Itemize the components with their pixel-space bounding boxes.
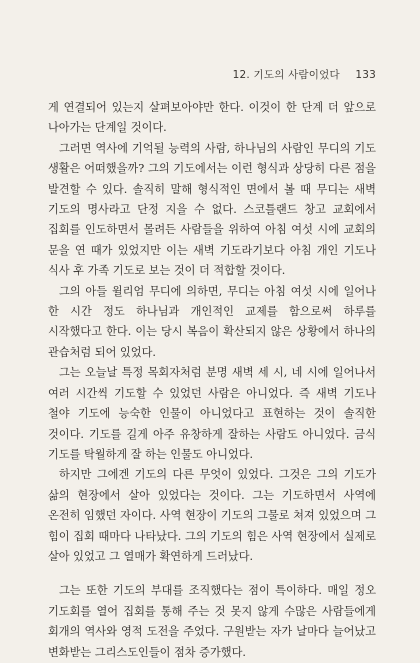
page-number: 133: [355, 69, 376, 81]
chapter-title: 12. 기도의 사람이었다: [232, 69, 340, 81]
paragraph-6: 그는 또한 기도의 부대를 조직했다는 점이 특이하다. 매일 정오 기도회를 열어 집회를 통해 주는 것 못지 않게 수많은 사람들에게 회개의 역사와 영적 도전을 주었다. 구원받는 자가 날마다 늘어났고 변화받는 그리스도인들이 점차 증가했다.: [48, 584, 376, 659]
running-head: [233, 67, 376, 82]
paragraph-4: 그는 오늘날 특정 목회자처럼 분명 새벽 세 시, 네 시에 일어나서 여러 시간씩 기도할 수 있었던 사람은 아니었다. 즉 새벽 기도나 철야 기도에 능숙한 인물이 아니었다고 표현하는 것이 솔직한 것이다. 기도를 길게 아주 유창하게 잘하는 사람도 아니었다. 금식 기도를 탁월하게 잘 하는 인물도 아니었다.: [48, 366, 376, 461]
paragraph-2: 그러면 역사에 기억될 능력의 사람, 하나님의 사람인 무디의 기도 생활은 어떠했을까? 그의 기도에서는 이런 형식과 상당히 다른 점을 발견할 수 있다. 솔직히 말해 형식적인 면에서 볼 때 무디는 새벽 기도의 명사라고 단정 지을 수 없다. 스코틀랜드 창고 교회에서 집회를 인도하면서 몰려든 사람들을 위하여 아침 여섯 시에 교회의 문을 연 때가 있었지만 이는 새벽 기도라기보다 아침 개인 기도나 식사 후 가족 기도로 보는 것이 더 적합할 것이다.: [48, 141, 376, 278]
paragraph-1: 게 연결되어 있는지 살펴보아야만 한다. 이것이 한 단계 더 앞으로 나아가는 단계일 것이다.: [48, 101, 376, 135]
paragraph-5: 하지만 그에겐 기도의 다른 무엇이 있었다. 그것은 그의 기도가 삶의 현장에서 살아 있었다는 것이다. 그는 기도하면서 사역에 온전히 임했던 자이다. 사역 현장이 기도의 그물로 쳐져 있었으며 그 힘이 집회 때마다 나타났다. 그의 기도의 힘은 사역 현장에서 실제로 살아 있었고 그 열매가 확연하게 드러났다.: [48, 468, 376, 563]
body-text: [48, 98, 376, 663]
paragraph-3: 그의 아들 윌리엄 무디에 의하면, 무디는 아침 여섯 시에 일어나 한 시간 정도 하나님과 개인적인 교제를 함으로써 하루를 시작했다고 한다. 이는 당시 복음이 확산되지 않은 상황에서 하나의 관습처럼 되어 있었다.: [48, 284, 376, 359]
